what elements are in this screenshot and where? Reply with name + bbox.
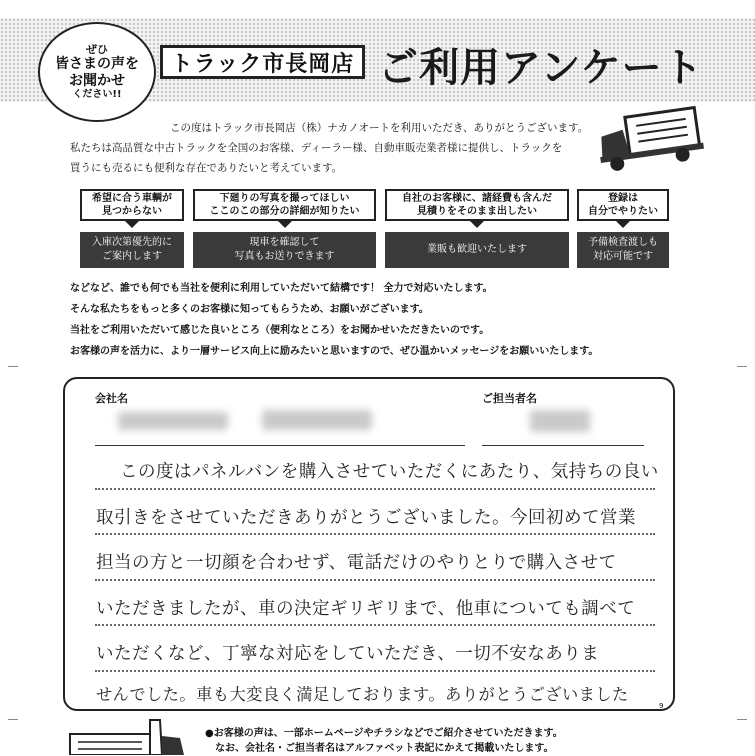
handwritten-line: いただくなど、丁寧な対応をしていただき、一切不安なありま xyxy=(96,644,600,664)
need-answer xyxy=(577,232,669,268)
badge-line: ください!! xyxy=(72,88,122,100)
need-question: 見つからない xyxy=(102,206,162,217)
need-question: 希望に合う車輌が xyxy=(92,193,172,204)
badge-line: 皆さまの声を xyxy=(55,56,139,73)
company-name-redacted xyxy=(118,412,228,430)
need-answer xyxy=(80,232,184,268)
note-line: などなど、誰でも何でも当社を便利に利用していただいて結構です！ 全力で対応いたします。 xyxy=(70,283,493,294)
note-line: そんな私たちをもっと多くのお客様に知ってもらうため、お願いがございます。 xyxy=(70,304,429,315)
need-question: 自分でやりたい xyxy=(588,206,658,217)
need-question: 登録は xyxy=(608,193,638,204)
answer-line: 対応可能です xyxy=(593,251,653,262)
footer-line: なお、会社名・ご担当者名はアルファベット表記にかえて掲載いたします。 xyxy=(215,743,554,754)
need-box xyxy=(193,189,376,221)
crop-mark xyxy=(737,366,747,367)
survey-title: ご利用アンケート xyxy=(378,45,704,91)
ruled-line xyxy=(95,624,655,626)
intro-text xyxy=(70,118,610,178)
need-question: 見積りをそのまま出したい xyxy=(417,206,537,217)
ruled-line xyxy=(95,670,655,672)
notes-text xyxy=(70,278,710,362)
answer-line: 予備検査渡しも xyxy=(588,237,658,248)
need-question: 自社のお客様に、諸経費も含んだ xyxy=(402,193,552,204)
intro-line: 買うにも売るにも便利な存在でありたいと考えています。 xyxy=(70,162,343,174)
footer-notes xyxy=(205,726,563,756)
need-answer xyxy=(385,232,569,268)
company-name-line xyxy=(95,445,465,446)
handwritten-line: 取引きをさせていただきありがとうございました。今回初めて営業 xyxy=(96,508,636,528)
crop-mark xyxy=(737,719,747,720)
company-label: 会社名 xyxy=(95,392,128,405)
ruled-line xyxy=(95,533,655,535)
note-line: お客様の声を活力に、より一層サービス向上に励みたいと思いますので、ぜひ温かいメッセージをお願いいたします。 xyxy=(70,346,599,357)
crop-mark xyxy=(8,719,18,720)
handwritten-line: この度はパネルバンを購入させていただくにあたり、気持ちの良い xyxy=(120,462,659,482)
note-line: 当社をご利用いただいて感じた良いところ（便利なところ）をお聞かせいただきたいのです。 xyxy=(70,325,490,336)
handwritten-line: いただきましたが、車の決定ギリギリまで、他車についても調べて xyxy=(96,599,636,619)
intro-line: 私たちは高品質な中古トラックを全国のお客様、ディーラー様、自動車販売業者様に提供し、トラックを xyxy=(70,142,563,154)
person-name-line xyxy=(482,445,644,446)
need-question: ここのこの部分の詳細が知りたい xyxy=(209,206,360,217)
answer-line: 業販も歓迎いたします xyxy=(427,244,527,255)
person-label: ご担当者名 xyxy=(482,392,537,405)
truck-icon xyxy=(590,104,710,172)
answer-line: 写真もお送りできます xyxy=(234,251,335,262)
handwritten-line: 担当の方と一切顔を合わせず、電話だけのやりとりで購入させて xyxy=(96,553,617,573)
answer-line: 現車を確認して xyxy=(249,237,320,248)
truck-icon xyxy=(62,716,192,755)
footer-line: ●お客様の声は、一部ホームページやチラシなどでご紹介させていただきます。 xyxy=(205,728,563,739)
answer-line: 入庫次第優先的に xyxy=(92,237,172,248)
answer-line: ご案内します xyxy=(102,251,162,262)
company-name-redacted xyxy=(262,410,372,430)
badge-line: お聞かせ xyxy=(69,72,125,89)
person-name-redacted xyxy=(530,410,590,432)
page-number: 9 xyxy=(659,702,664,710)
need-box xyxy=(80,189,184,221)
ruled-line xyxy=(95,579,655,581)
need-answer xyxy=(193,232,376,268)
voice-badge xyxy=(38,22,156,122)
need-question: 下廻りの写真を撮ってほしい xyxy=(219,193,350,204)
store-name: トラック市長岡店 xyxy=(160,45,365,79)
handwritten-line: せんでした。車も大変良く満足しております。ありがとうございました xyxy=(96,685,629,704)
ruled-line xyxy=(95,488,655,490)
badge-line: ぜひ xyxy=(86,42,108,56)
intro-line: この度はトラック市長岡店（株）ナカノオートを利用いただき、ありがとうございます。 xyxy=(170,122,589,134)
crop-mark xyxy=(8,366,18,367)
need-box xyxy=(577,189,669,221)
need-box xyxy=(385,189,569,221)
